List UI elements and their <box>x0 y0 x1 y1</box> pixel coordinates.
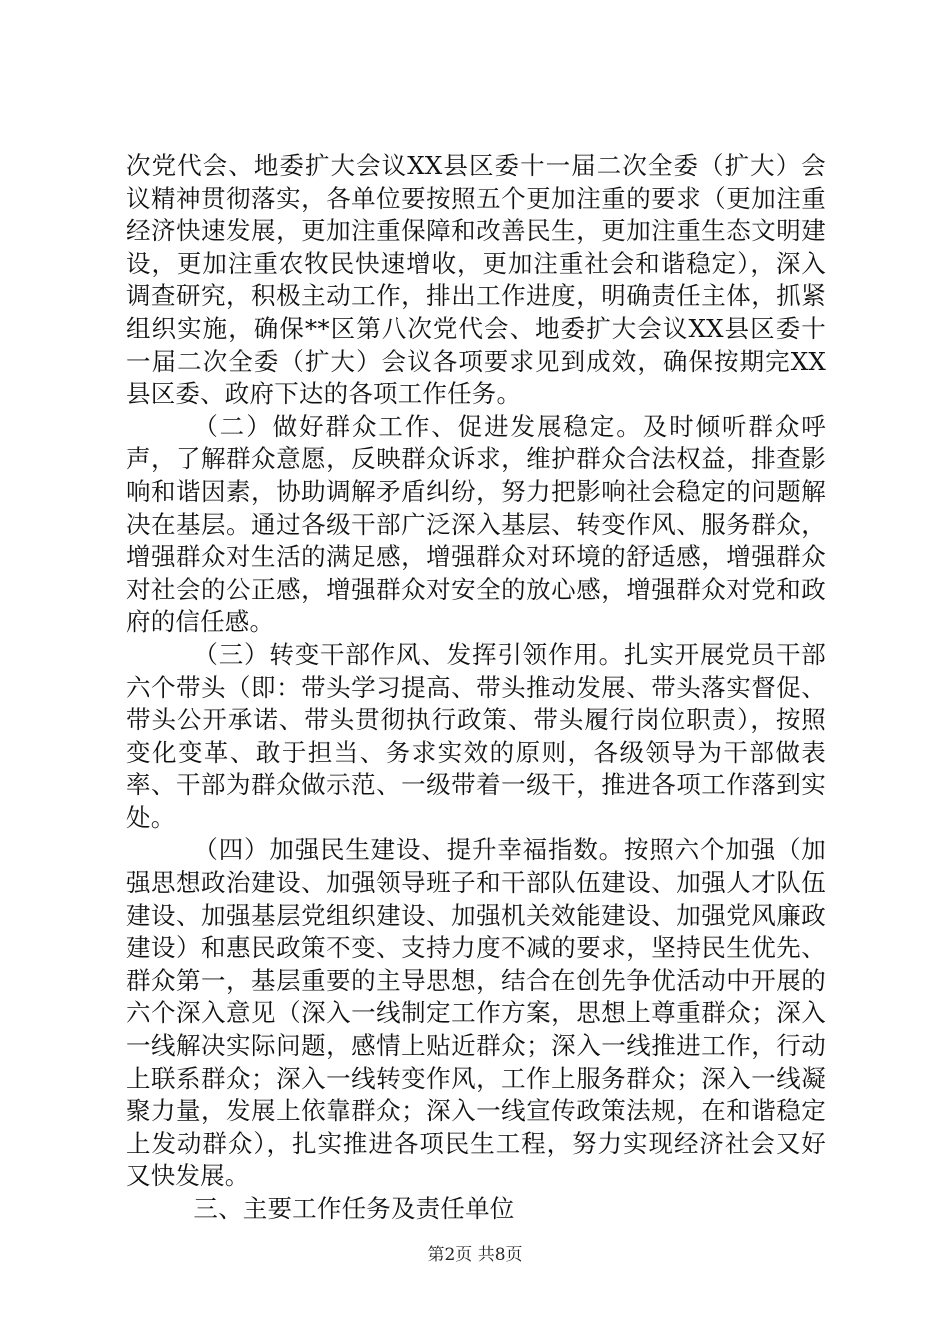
paragraph-continuation: 次党代会、地委扩大会议XX县区委十一届二次全委（扩大）会议精神贯彻落实，各单位要按照五个更加注重的要求（更加注重经济快速发展，更加注重保障和改善民生，更加注重生态文明建设，更加注重农牧民快速增收，更加注重社会和谐稳定），深入调查研究，积极主动工作，排出工作进度，明确责任主体，抓紧组织实施，确保**区第八次党代会、地委扩大会议XX县区委十一届二次全委（扩大）会议各项要求见到成效，确保按期完XX县区委、政府下达的各项工作任务。 <box>126 151 826 409</box>
section-heading-main-tasks: 三、主要工作任务及责任单位 <box>193 1194 515 1223</box>
page-footer <box>0 1244 950 1266</box>
paragraph-section-2: （二）做好群众工作、促进发展稳定。及时倾听群众呼声，了解群众意愿，反映群众诉求，维护群众合法权益，排查影响和谐因素，协助调解矛盾纠纷，努力把影响社会稳定的问题解决在基层。通过各级干部广泛深入基层、转变作风、服务群众，增强群众对生活的满足感，增强群众对环境的舒适感，增强群众对社会的公正感，增强群众对安全的放心感，增强群众对党和政府的信任感。 <box>126 411 826 637</box>
paragraph-section-4: （四）加强民生建设、提升幸福指数。按照六个加强（加强思想政治建设、加强领导班子和干部队伍建设、加强人才队伍建设、加强基层党组织建设、加强机关效能建设、加强党风廉政建设）和惠民政策不变、支持力度不减的要求，坚持民生优先、群众第一，基层重要的主导思想，结合在创先争优活动中开展的六个深入意见（深入一线制定工作方案，思想上尊重群众；深入一线解决实际问题，感情上贴近群众；深入一线推进工作，行动上联系群众；深入一线转变作风，工作上服务群众；深入一线凝聚力量，发展上依靠群众；深入一线宣传政策法规，在和谐稳定上发动群众），扎实推进各项民生工程，努力实现经济社会又好又快发展。 <box>126 835 826 1191</box>
page-number: 第2页 共8页 <box>427 1245 523 1265</box>
paragraph-section-3: （三）转变干部作风、发挥引领作用。扎实开展党员干部六个带头（即：带头学习提高、带头推动发展、带头落实督促、带头公开承诺、带头贯彻执行政策、带头履行岗位职责），按照变化变革、敢于担当、务求实效的原则，各级领导为干部做表率、干部为群众做示范、一级带着一级干，推进各项工作落到实处。 <box>126 639 826 832</box>
document-body <box>126 150 826 1226</box>
